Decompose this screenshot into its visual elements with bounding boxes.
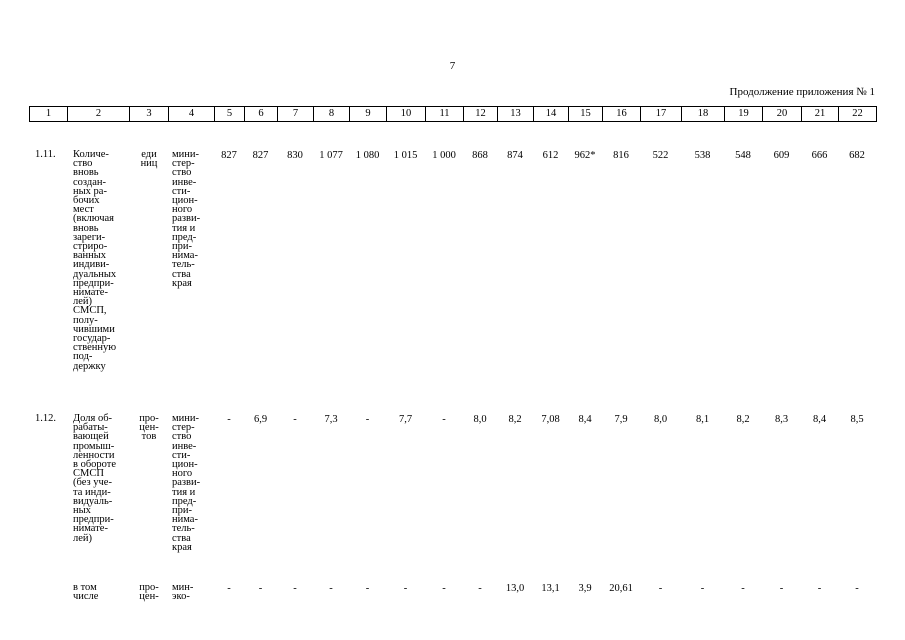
value-col-22: 682 <box>849 150 865 161</box>
header-cell-7: 7 <box>278 107 314 122</box>
value-col-15: 962* <box>574 150 596 161</box>
value-col-17: 522 <box>652 150 669 161</box>
value-col-7: - <box>293 583 297 594</box>
value-col-21: - <box>817 583 822 594</box>
value-col-21: 8,4 <box>812 414 827 425</box>
value-col-7: 830 <box>287 150 303 161</box>
value-col-14: 13,1 <box>541 583 560 594</box>
value-col-8: 1 077 <box>319 150 343 161</box>
header-cell-6: 6 <box>245 107 278 122</box>
value-col-6: 827 <box>252 150 269 161</box>
value-col-11: - <box>442 583 446 594</box>
header-row <box>29 106 877 122</box>
value-col-15: 8,4 <box>578 414 592 425</box>
responsible: мин- эко- <box>172 582 194 603</box>
header-cell-16: 16 <box>603 107 641 122</box>
header-cell-12: 12 <box>464 107 498 122</box>
value-col-18: - <box>700 583 705 594</box>
indicator-name: Доля об- рабаты- вающей промыш- ленности в обороте СМСП (без уче- та инди- видуаль- ных предпри- нимате- лей) <box>73 413 117 544</box>
indicator-name: в том числе <box>73 582 99 603</box>
header-cell-5: 5 <box>215 107 245 122</box>
value-col-19: 8,2 <box>736 414 750 425</box>
header-cell-22: 22 <box>839 107 877 122</box>
value-col-16: 816 <box>613 150 629 161</box>
value-col-12: - <box>478 583 482 594</box>
value-col-5: 827 <box>221 150 237 161</box>
value-col-21: 666 <box>811 150 828 161</box>
header-cell-18: 18 <box>682 107 725 122</box>
responsible: мини- стер- ство инве- сти- цион- ного разви- тия и пред- при- нима- тель- ства края <box>172 149 201 289</box>
value-col-6: 6,9 <box>253 414 268 425</box>
unit: еди ниц <box>140 149 158 170</box>
unit: про- цен- тов <box>139 413 159 443</box>
value-col-19: 548 <box>735 150 751 161</box>
value-col-9: - <box>365 583 370 594</box>
value-col-13: 13,0 <box>505 583 525 594</box>
header-cell-8: 8 <box>314 107 350 122</box>
value-col-14: 612 <box>542 150 559 161</box>
value-col-9: - <box>365 414 370 425</box>
header-cell-17: 17 <box>641 107 682 122</box>
value-col-5: - <box>227 414 231 425</box>
value-col-22: - <box>855 583 859 594</box>
value-col-20: 609 <box>773 150 790 161</box>
page-number: 7 <box>449 60 456 72</box>
value-col-11: - <box>442 414 446 425</box>
value-col-8: - <box>329 583 333 594</box>
value-col-18: 538 <box>694 150 711 161</box>
value-col-17: - <box>658 583 663 594</box>
value-col-8: 7,3 <box>324 414 338 425</box>
header-cell-13: 13 <box>498 107 534 122</box>
header-cell-1: 1 <box>30 107 68 122</box>
value-col-11: 1 000 <box>432 150 456 161</box>
value-col-15: 3,9 <box>578 583 592 594</box>
value-col-16: 20,61 <box>609 583 633 594</box>
header-cell-10: 10 <box>387 107 426 122</box>
value-col-14: 7,08 <box>541 414 560 425</box>
value-col-9: 1 080 <box>355 150 380 161</box>
value-col-18: 8,1 <box>695 414 710 425</box>
value-col-10: 1 015 <box>393 150 418 161</box>
value-col-12: 8,0 <box>473 414 487 425</box>
header-cell-19: 19 <box>725 107 763 122</box>
value-col-5: - <box>227 583 231 594</box>
continuation-label: Продолжение приложения № 1 <box>729 86 875 98</box>
responsible: мини- стер- ство инве- сти- цион- ного разви- тия и пред- при- нима- тель- ства края <box>172 413 201 553</box>
value-col-20: 8,3 <box>774 414 789 425</box>
indicator-name: Количе- ство вновь создан- ных ра- бочих мест (включая вновь зареги- стриро- ванных индиви- дуальных предпри- нимате- лей) СМСП, полу- чившими государ- ственную под- держку <box>73 149 117 372</box>
header-cell-21: 21 <box>802 107 839 122</box>
value-col-16: 7,9 <box>614 414 628 425</box>
row-number: 1.11. <box>35 149 56 160</box>
value-col-13: 8,2 <box>508 414 522 425</box>
value-col-20: - <box>779 583 784 594</box>
header-cell-14: 14 <box>534 107 569 122</box>
header-cell-15: 15 <box>569 107 603 122</box>
value-col-10: 7,7 <box>398 414 413 425</box>
value-col-22: 8,5 <box>850 414 864 425</box>
unit: про- цен- <box>139 582 159 603</box>
header-cell-9: 9 <box>350 107 387 122</box>
header-cell-2: 2 <box>68 107 130 122</box>
value-col-19: - <box>741 583 745 594</box>
value-col-13: 874 <box>507 150 523 161</box>
value-col-6: - <box>258 583 263 594</box>
value-col-12: 868 <box>472 150 488 161</box>
header-cell-20: 20 <box>763 107 802 122</box>
value-col-7: - <box>293 414 297 425</box>
header-cell-11: 11 <box>426 107 464 122</box>
value-col-10: - <box>403 583 408 594</box>
row-number: 1.12. <box>35 413 56 424</box>
header-cell-3: 3 <box>130 107 169 122</box>
value-col-17: 8,0 <box>653 414 668 425</box>
header-cell-4: 4 <box>169 107 215 122</box>
